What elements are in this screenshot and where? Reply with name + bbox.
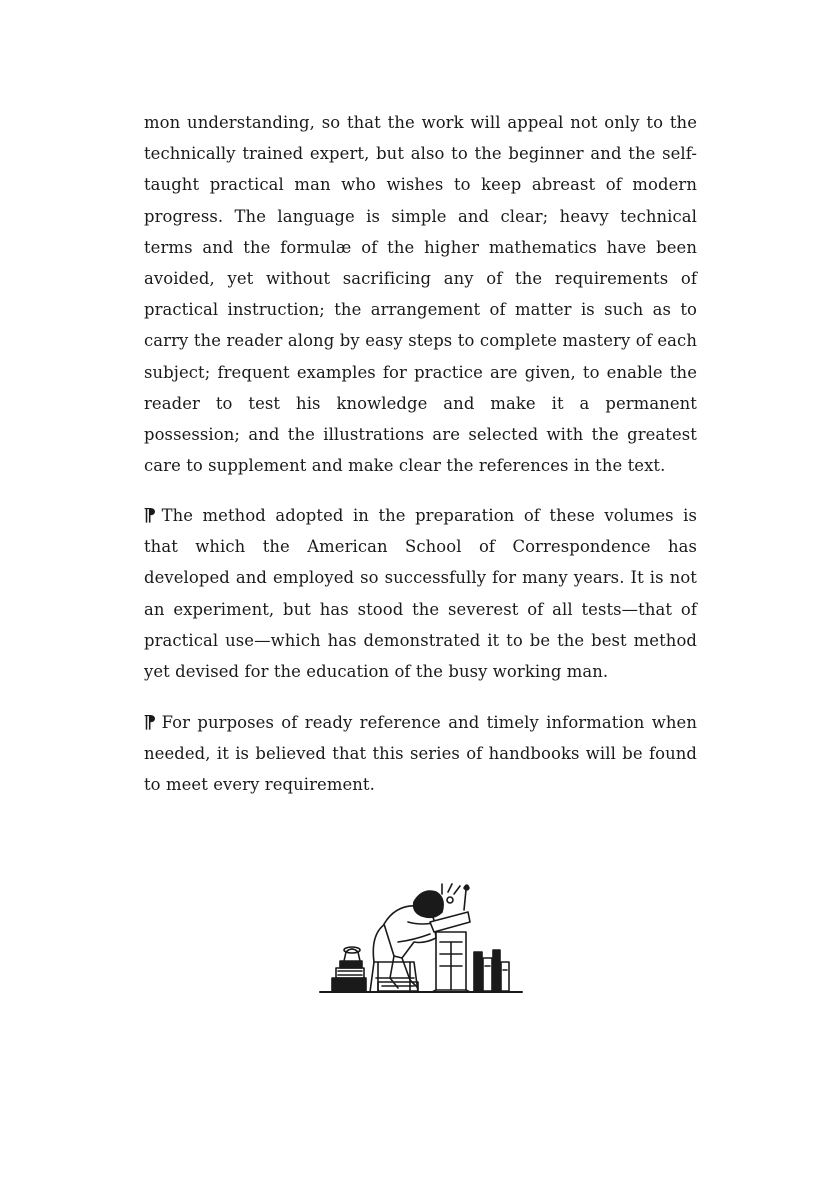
- paragraph-intro-continuation: [144, 107, 697, 481]
- paragraph-method: [144, 500, 697, 687]
- paragraph-text: The method adopted in the preparation of these volumes is that which the American School of Correspondence has developed and employed so successfully for many years. It is not an experiment, but has stood the severest of all tests—that of practical use—which has demonstrated it to be the best method yet devised for the education of the busy working man.: [144, 506, 697, 682]
- paragraph-mark-icon: ⁋: [143, 712, 157, 733]
- paragraph-mark-icon: ⁋: [143, 505, 157, 526]
- reading-scholar-illustration-icon: [318, 882, 524, 998]
- paragraph-text: For purposes of ready reference and timely information when needed, it is believed that this series of handbooks will be found to meet every requirement.: [144, 713, 697, 795]
- paragraph-reference: [144, 707, 697, 801]
- paragraph-text: mon understanding, so that the work will appeal not only to the technically trained expert, but also to the beginner and the self-taught practical man who wishes to keep abreast of modern progress. The language is simple and clear; heavy technical terms and the formulæ of the higher mathematics have been avoided, yet without sacrificing any of the requirements of practical instruction; the arrangement of matter is such as to carry the reader along by easy steps to complete mastery of each subject; frequent examples for practice are given, to enable the reader to test his knowledge and make it a permanent possession; and the illustrations are selected with the greatest care to supplement and make clear the references in the text.: [144, 113, 697, 476]
